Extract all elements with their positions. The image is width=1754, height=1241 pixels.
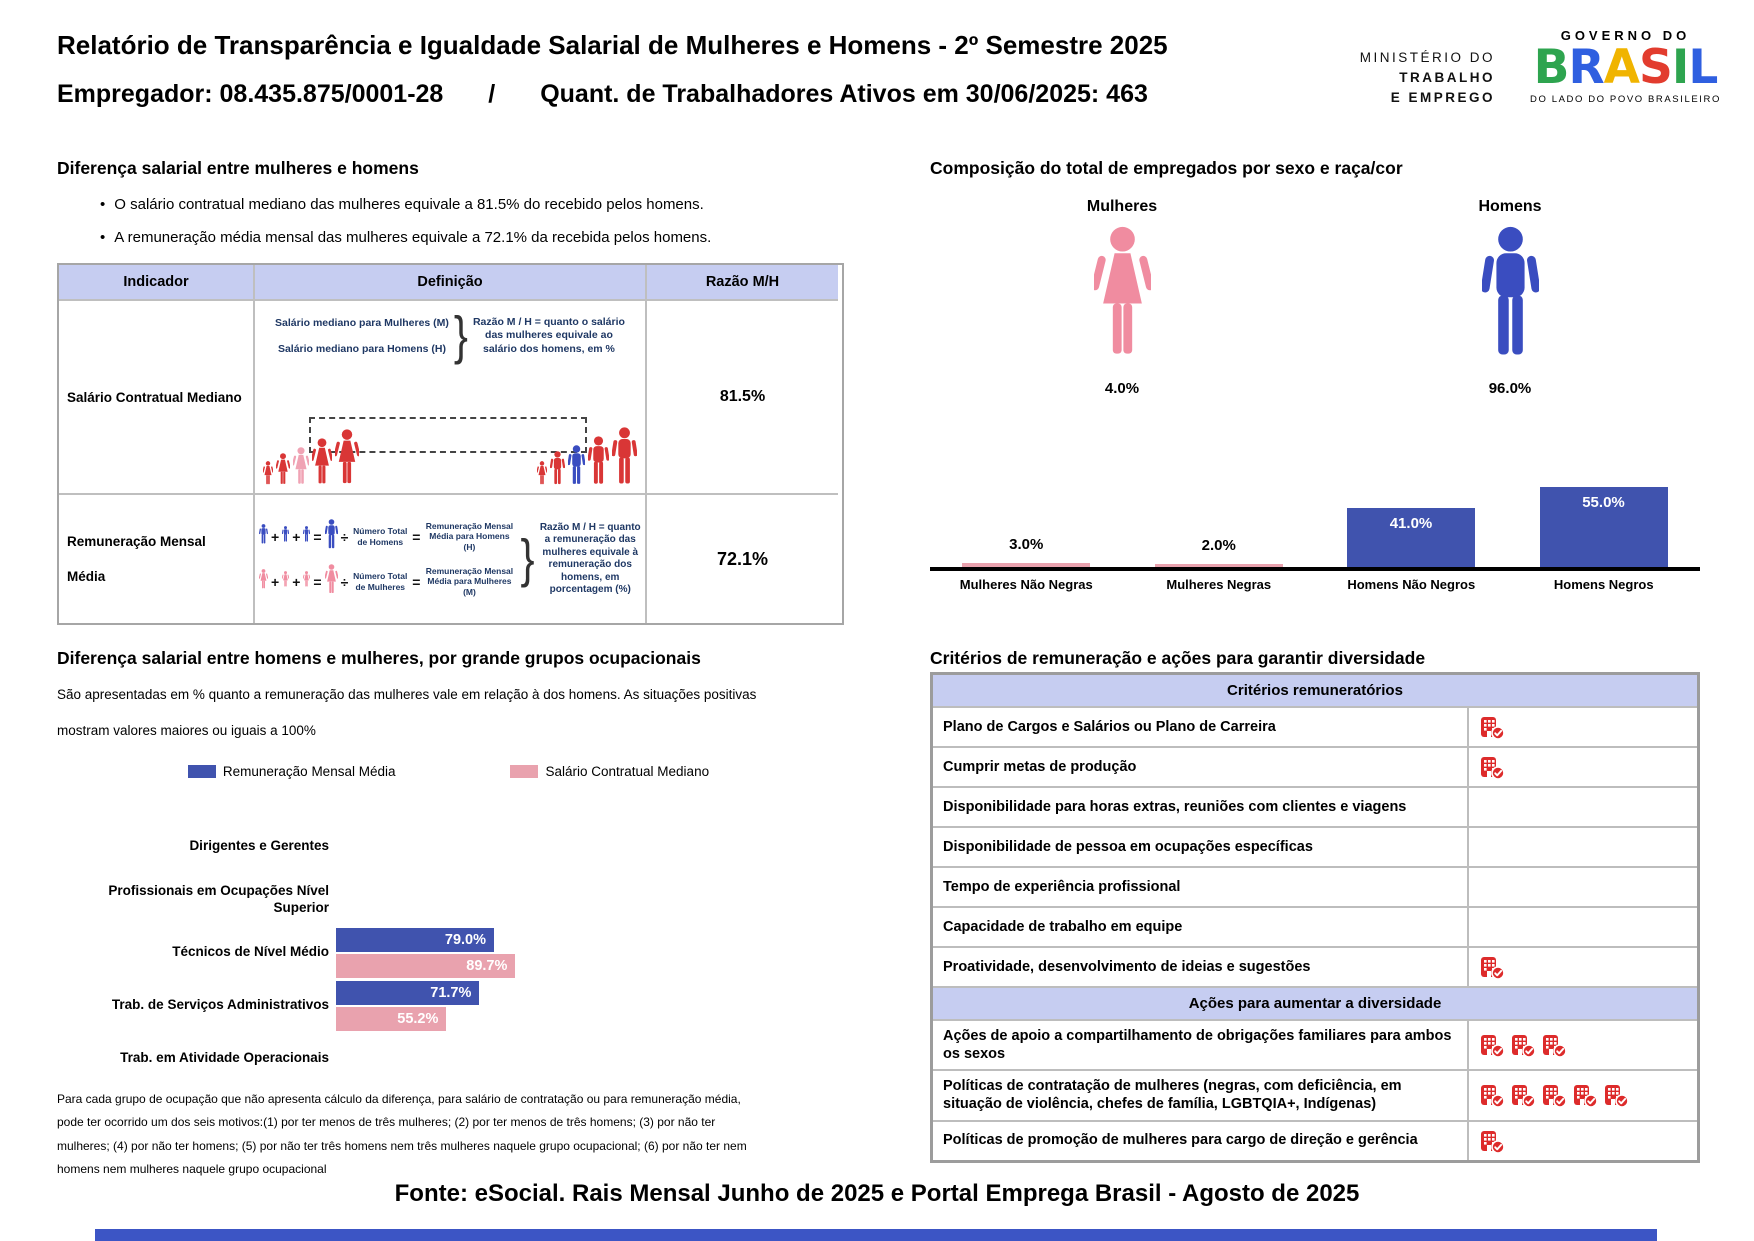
women-average-formula — [259, 564, 515, 599]
source-line: Fonte: eSocial. Rais Mensal Junho de 2025 e Portal Emprega Brasil - Agosto de 2025 — [394, 1180, 1360, 1207]
composition-bar-slot — [1123, 425, 1316, 567]
government-logo-top-text: GOVERNO DO — [1560, 28, 1691, 43]
salary-diff-title: Diferença salarial entre mulheres e homens — [57, 158, 419, 178]
occupational-description-1: São apresentadas em % quanto a remuneração das mulheres vale em relação à dos homens. As situações positivas — [57, 687, 757, 702]
criteria-row — [933, 748, 1697, 788]
composition-bar — [1540, 487, 1668, 567]
legend-swatch-pink — [510, 765, 538, 778]
occupational-category-label: Técnicos de Nível Médio — [172, 944, 329, 960]
man-figure-icon — [568, 445, 585, 485]
woman-figure-icon — [259, 569, 268, 589]
composition-category-label: Homens Não Negros — [1347, 577, 1476, 592]
divide-operator: ÷ — [340, 528, 349, 545]
criteria-icons-cell — [1469, 828, 1697, 866]
composition-category-label: Mulheres Não Negras — [959, 577, 1093, 592]
men-figures-group — [537, 427, 637, 485]
women-figures-group — [263, 429, 359, 485]
woman-figure-icon — [263, 461, 273, 485]
ministry-line-3: E EMPREGO — [1390, 90, 1495, 105]
indicator-row-avg-pay-label — [59, 495, 255, 623]
occupational-bar-chart — [57, 820, 847, 1085]
criteria-label: Políticas de promoção de mulheres para cargo de direção e gerência — [933, 1122, 1469, 1160]
brace-glyph: } — [453, 306, 468, 365]
women-total-label: Número Total de Mulheres — [353, 571, 408, 592]
people-comparison-diagram — [255, 413, 645, 485]
company-check-icon — [1479, 754, 1505, 780]
composition-category-label: Mulheres Negras — [1166, 577, 1272, 592]
woman-icon-small — [282, 571, 289, 592]
criteria-icons-cell — [1469, 708, 1697, 746]
composition-bar-slot — [930, 425, 1123, 567]
criteria-label: Plano de Cargos e Salários ou Plano de Carreira — [933, 708, 1469, 746]
footer-accent-bar — [95, 1229, 1657, 1241]
criteria-label: Disponibilidade para horas extras, reuniões com clientes e viagens — [933, 788, 1469, 826]
man-icon-large — [325, 519, 338, 554]
occupational-bar: 55.2% — [336, 1007, 446, 1031]
criteria-label: Ações de apoio a compartilhamento de obrigações familiares para ambos os sexos — [933, 1021, 1469, 1069]
brasil-letter: S — [1639, 40, 1672, 95]
indicator-row-median-salary-label: Salário Contratual Mediano — [59, 301, 255, 495]
occupational-row — [57, 1032, 847, 1085]
equals-operator: = — [412, 573, 421, 590]
occupational-row — [57, 820, 847, 873]
composition-category-label: Homens Negros — [1553, 577, 1654, 592]
occupational-bars — [336, 928, 847, 978]
ministry-wordmark — [1280, 48, 1495, 108]
men-group-label: Homens — [1478, 198, 1542, 215]
plus-operator: + — [292, 573, 301, 590]
occupational-bar: 71.7% — [336, 981, 479, 1005]
women-group-label: Mulheres — [1086, 198, 1158, 215]
criteria-title: Critérios de remuneração e ações para garantir diversidade — [930, 648, 1426, 668]
occupational-category-label: Dirigentes e Gerentes — [189, 838, 329, 854]
company-check-icon — [1541, 1032, 1567, 1058]
composition-bar — [962, 563, 1090, 567]
ministry-line-1: MINISTÉRIO DO — [1359, 50, 1495, 65]
criteria-icons-cell — [1469, 1122, 1697, 1160]
woman-figure-icon — [303, 571, 310, 587]
legend-item-monthly-pay — [188, 764, 396, 779]
occupational-category-label: Profissionais em Ocupações Nível Superior — [108, 883, 329, 915]
criteria-label: Políticas de contratação de mulheres (negras, com deficiência, em situação de violência, chefes de família, LGBTQIA+, Indígenas) — [933, 1071, 1469, 1119]
company-check-icon — [1479, 1082, 1505, 1108]
equals-operator: = — [313, 573, 322, 590]
man-icon-small — [259, 524, 268, 549]
median-salary-ratio-value: 81.5% — [647, 301, 838, 495]
salary-diff-bullet-2: • A remuneração média mensal das mulheres equivale a 72.1% da recebida pelos homens. — [100, 229, 711, 246]
company-check-icon — [1510, 1082, 1536, 1108]
men-total-label: Número Total de Homens — [353, 526, 408, 547]
occupational-title: Diferença salarial entre homens e mulheres, por grande grupos ocupacionais — [57, 648, 701, 668]
men-average-result-label: Remuneração Mensal Média para Homens (H) — [425, 521, 514, 552]
composition-bar — [1155, 564, 1283, 567]
woman-figure-icon — [276, 453, 290, 485]
plus-operator: + — [292, 528, 301, 545]
criteria-icons-cell — [1469, 948, 1697, 986]
plus-operator: + — [271, 573, 280, 590]
criteria-label: Proatividade, desenvolvimento de ideias e sugestões — [933, 948, 1469, 986]
occupational-bars — [336, 981, 847, 1031]
company-check-icon — [1479, 954, 1505, 980]
composition-bar-slot — [1315, 425, 1508, 567]
brasil-wordmark — [1528, 40, 1723, 95]
diversity-actions-section-header: Ações para aumentar a diversidade — [933, 988, 1697, 1021]
man-figure-icon — [303, 526, 310, 542]
avg-pay-label-line1: Remuneração Mensal — [67, 534, 206, 549]
criteria-icons-cell — [1469, 868, 1697, 906]
man-figure-icon — [325, 519, 338, 549]
woman-figure-icon — [312, 438, 332, 485]
company-check-icon — [1541, 1082, 1567, 1108]
criteria-label: Cumprir metas de produção — [933, 748, 1469, 786]
brasil-letter: I — [1671, 40, 1689, 95]
men-percentage: 96.0% — [1488, 380, 1532, 397]
occupational-category-label: Trab. de Serviços Administrativos — [111, 997, 329, 1013]
woman-figure-icon — [537, 461, 547, 485]
man-figure-icon — [612, 427, 637, 485]
bar-value-label: 3.0% — [1009, 535, 1044, 553]
salary-diff-bullet-1: • O salário contratual mediano das mulheres equivale a 81.5% do recebido pelos homens. — [100, 196, 704, 213]
criteria-row — [933, 1021, 1697, 1071]
company-check-icon — [1479, 714, 1505, 740]
man-figure-icon — [550, 451, 565, 485]
occupational-legend — [57, 764, 840, 779]
woman-icon-large — [325, 564, 338, 599]
criteria-label: Disponibilidade de pessoa em ocupações específicas — [933, 828, 1469, 866]
occupational-row — [57, 873, 847, 926]
criteria-icons-cell — [1469, 908, 1697, 946]
criteria-row — [933, 908, 1697, 948]
occupational-bar: 89.7% — [336, 954, 515, 978]
equals-operator: = — [313, 528, 322, 545]
company-check-icon — [1603, 1082, 1629, 1108]
criteria-icons-cell — [1469, 1071, 1697, 1119]
composition-bar-slot — [1508, 425, 1701, 567]
occupational-footnote: Para cada grupo de ocupação que não apresenta cálculo da diferença, para salário de contratação ou para remuneração média, pode ter ocorrido um dos seis motivos:(1) por ter menos de três mulheres; (2) por ter menos de três homens; (3) por não ter mulheres; (4) por não ter homens; (5) por não ter três homens nem três mulheres naquele grupo ocupacional; (6) por não ter nem homens nem mulheres naquele grupo ocupacional — [57, 1092, 747, 1177]
brasil-letter: A — [1603, 40, 1640, 95]
woman-figure-icon — [293, 447, 309, 485]
page-subtitle — [57, 80, 1148, 109]
woman-figure-icon — [1094, 226, 1151, 358]
criteria-label: Tempo de experiência profissional — [933, 868, 1469, 906]
plus-operator: + — [271, 528, 280, 545]
woman-icon — [1094, 226, 1151, 363]
criteria-row — [933, 1071, 1697, 1121]
indicator-row-avg-pay-definition — [255, 495, 647, 623]
criteria-section-header: Critérios remuneratórios — [933, 675, 1697, 708]
legend-label-median-salary: Salário Contratual Mediano — [545, 764, 710, 779]
indicator-table-header-definicao: Definição — [255, 265, 647, 301]
company-check-icon — [1479, 1032, 1505, 1058]
ministry-line-2: TRABALHO — [1399, 70, 1495, 85]
women-percentage: 4.0% — [1104, 380, 1140, 397]
man-figure-icon — [259, 524, 268, 544]
occupational-description-2: mostram valores maiores ou iguais a 100% — [57, 723, 316, 738]
man-figure-icon — [1482, 226, 1539, 358]
brace-glyph: } — [520, 529, 535, 588]
woman-icon-small — [259, 569, 268, 594]
active-workers-count: Quant. de Trabalhadores Ativos em 30/06/2025: 463 — [540, 80, 1148, 108]
occupational-category-label: Trab. em Atividade Operacionais — [120, 1050, 329, 1066]
legend-item-median-salary — [510, 764, 709, 779]
criteria-row — [933, 708, 1697, 748]
man-figure-icon — [282, 526, 289, 542]
criteria-row — [933, 948, 1697, 988]
occupational-bar: 79.0% — [336, 928, 494, 952]
criteria-row — [933, 868, 1697, 908]
criteria-label: Capacidade de trabalho em equipe — [933, 908, 1469, 946]
employer-id: Empregador: 08.435.875/0001-28 — [57, 80, 444, 108]
composition-bar — [1347, 508, 1475, 567]
criteria-icons-cell — [1469, 1021, 1697, 1069]
avg-ratio-explanation: Razão M / H = quanto a remuneração das mulheres equivale à remuneração dos homens, em porcentagem (%) — [539, 521, 641, 595]
women-average-result-label: Remuneração Mensal Média para Mulheres (M) — [425, 566, 514, 597]
company-check-icon — [1572, 1082, 1598, 1108]
composition-bars — [930, 425, 1700, 567]
indicator-table — [57, 263, 844, 625]
government-logo-bottom-text: DO LADO DO POVO BRASILEIRO — [1530, 94, 1721, 105]
men-average-formula — [259, 519, 515, 554]
occupational-row — [57, 926, 847, 979]
median-women-label: Salário mediano para Mulheres (M) — [275, 317, 449, 329]
indicator-table-header-indicador: Indicador — [59, 265, 255, 301]
criteria-row — [933, 828, 1697, 868]
legend-swatch-blue — [188, 765, 216, 778]
woman-icon-small — [303, 571, 310, 592]
median-men-label: Salário mediano para Homens (H) — [277, 343, 446, 355]
composition-bar-chart — [930, 425, 1700, 592]
criteria-row — [933, 788, 1697, 828]
divide-operator: ÷ — [340, 573, 349, 590]
woman-figure-icon — [335, 429, 359, 485]
indicator-row-median-salary-definition — [255, 301, 647, 495]
median-ratio-explanation: Razão M / H = quanto o salário das mulheres equivale ao salário dos homens, em % — [472, 316, 625, 355]
man-figure-icon — [588, 436, 609, 485]
composition-title: Composição do total de empregados por sexo e raça/cor — [930, 158, 1403, 178]
criteria-row — [933, 1122, 1697, 1160]
avg-pay-label-line2: Média — [67, 569, 106, 584]
woman-figure-icon — [325, 564, 338, 594]
bar-value-label: 41.0% — [1389, 514, 1433, 532]
legend-label-monthly-pay: Remuneração Mensal Média — [222, 764, 396, 779]
avg-pay-ratio-value: 72.1% — [647, 495, 838, 623]
bar-value-label: 2.0% — [1201, 537, 1236, 554]
indicator-table-header-razao: Razão M/H — [647, 265, 838, 301]
criteria-table — [930, 672, 1700, 1163]
page-title: Relatório de Transparência e Igualdade Salarial de Mulheres e Homens - 2º Semestre 2025 — [57, 30, 1168, 60]
subtitle-separator: / — [488, 80, 496, 108]
composition-categories — [930, 571, 1700, 592]
government-logo — [1528, 28, 1723, 105]
man-icon-small — [303, 526, 310, 547]
company-check-icon — [1510, 1032, 1536, 1058]
brasil-letter: L — [1688, 40, 1718, 95]
man-icon — [1482, 226, 1539, 363]
equals-operator: = — [412, 528, 421, 545]
occupational-row — [57, 979, 847, 1032]
criteria-icons-cell — [1469, 788, 1697, 826]
woman-figure-icon — [282, 571, 289, 587]
criteria-icons-cell — [1469, 748, 1697, 786]
company-check-icon — [1479, 1128, 1505, 1154]
man-icon-small — [282, 526, 289, 547]
brasil-letter: R — [1568, 40, 1604, 95]
brasil-letter: B — [1533, 40, 1569, 95]
bar-value-label: 55.0% — [1582, 494, 1625, 512]
